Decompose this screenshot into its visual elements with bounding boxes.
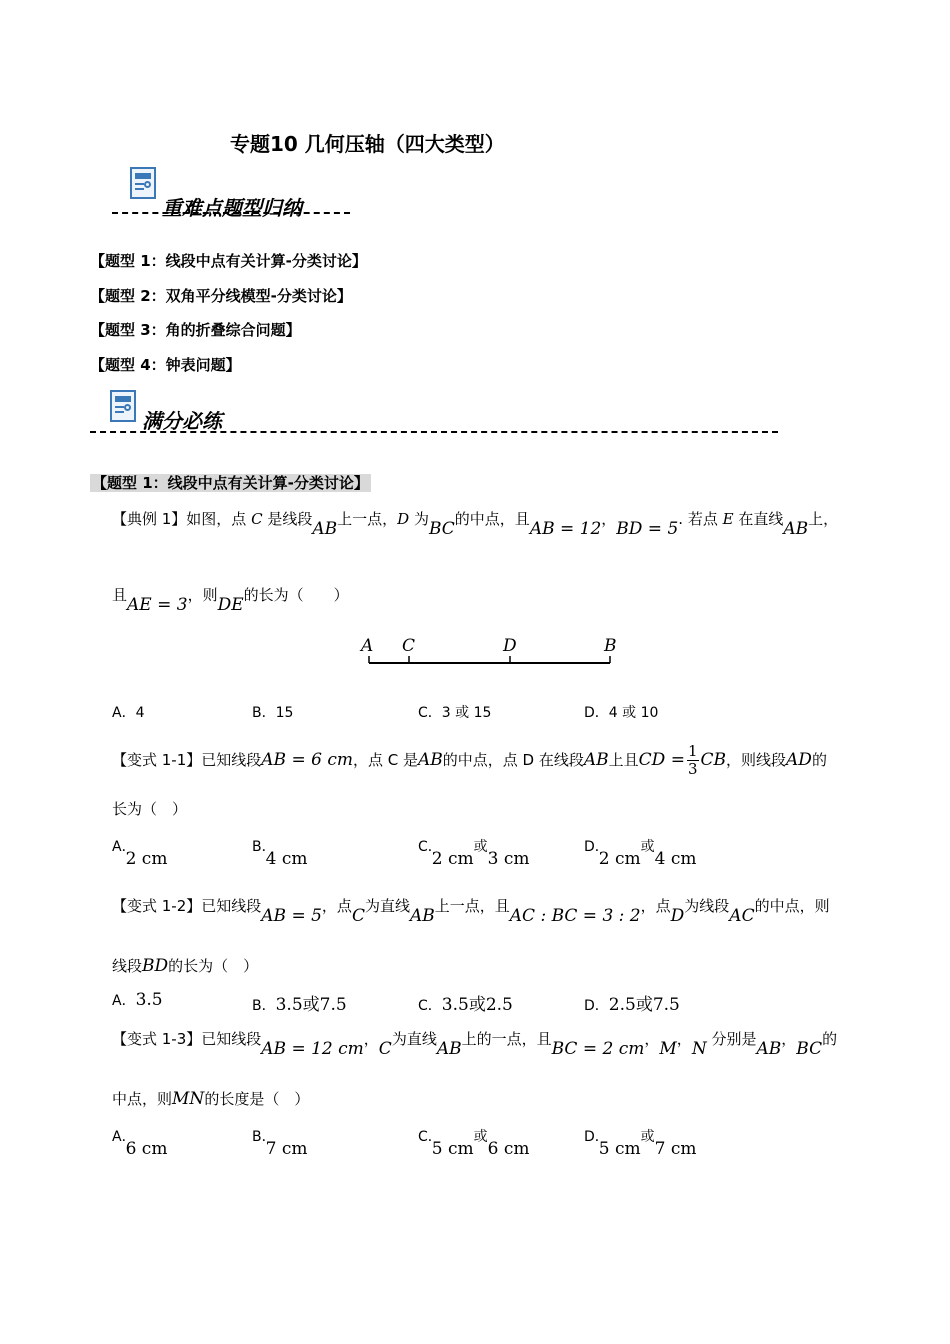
point-label-c: C — [402, 636, 416, 656]
text: 上且 — [608, 751, 639, 769]
option-value: 6 cm — [125, 1139, 168, 1159]
math: MN — [172, 1089, 205, 1109]
option-a[interactable] — [112, 1126, 177, 1159]
text: 为线段 — [684, 897, 730, 915]
option-label: B． — [252, 839, 276, 855]
option-value: 5 cm — [431, 1139, 474, 1159]
text: ， — [363, 1030, 379, 1048]
math: CD = — [638, 750, 685, 770]
section-divider — [112, 212, 350, 214]
option-label: D． — [584, 1129, 609, 1145]
toc-item-4: 【题型 4：钟表问题】 — [90, 356, 241, 374]
option-label: A． — [112, 839, 136, 855]
point-label-b: B — [604, 636, 617, 656]
text: 是线段 — [262, 510, 313, 528]
variant-1-1-stem-line-1 — [112, 743, 827, 778]
text: 【变式 1-1】已知线段 — [112, 751, 262, 769]
text: 的中点，点 D 在线段 — [442, 751, 584, 769]
option-a[interactable] — [112, 836, 177, 869]
math: C — [351, 906, 365, 926]
fraction-denominator: 3 — [687, 760, 698, 778]
math: AE = 3 — [127, 595, 188, 615]
text: . 若点 — [678, 510, 723, 528]
math: AB — [583, 750, 609, 770]
math: AD — [786, 750, 812, 770]
math: D — [397, 510, 410, 528]
text: 上一点， — [337, 510, 398, 528]
variant-1-3-stem-line-2 — [112, 1088, 309, 1109]
text: 【变式 1-2】已知线段 — [112, 897, 262, 915]
math: C — [251, 510, 263, 528]
text: ， — [676, 1030, 692, 1048]
option-b[interactable] — [252, 990, 347, 1015]
text: 且 — [112, 586, 128, 604]
text: 【典例 1】如图，点 — [112, 510, 252, 528]
option-c[interactable] — [418, 1126, 540, 1159]
text: 线段 — [112, 957, 143, 975]
topic-heading-text: 【题型 1：线段中点有关计算-分类讨论】 — [92, 474, 369, 492]
option-b[interactable] — [252, 836, 317, 869]
option-value: 3.5或7.5 — [275, 995, 347, 1015]
math: AC : BC = 3 : 2 — [509, 906, 641, 926]
topic-heading — [90, 472, 371, 493]
toc-item-1: 【题型 1：线段中点有关计算-分类讨论】 — [90, 252, 367, 270]
text: 的中点，且 — [454, 510, 530, 528]
example-1-stem-line-1 — [112, 508, 839, 539]
section-divider — [90, 431, 778, 433]
text: ， — [644, 1030, 660, 1048]
option-value: 7 cm — [265, 1139, 308, 1159]
text: 为直线 — [364, 897, 410, 915]
text: 中点，则 — [112, 1090, 173, 1108]
point-label-a: A — [361, 636, 374, 656]
text: ， — [601, 510, 617, 528]
text: ， — [781, 1030, 797, 1048]
text: 的长为（ ） — [243, 586, 349, 604]
math: BC = 2 cm — [551, 1039, 645, 1059]
math: AB — [436, 1039, 462, 1059]
variant-1-2-stem-line-2 — [112, 955, 258, 976]
option-label: B． — [252, 998, 276, 1014]
math: AB — [409, 906, 435, 926]
text: ，则线段 — [726, 751, 787, 769]
text: 上一点，且 — [434, 897, 510, 915]
option-b[interactable]: B．15 — [252, 705, 294, 721]
option-value-2: 7 cm — [654, 1139, 697, 1159]
option-value-2: 3 cm — [487, 849, 530, 869]
text: ，点 C 是 — [352, 751, 418, 769]
math: AB — [417, 750, 443, 770]
option-label: D． — [584, 839, 609, 855]
text: 上， — [808, 510, 839, 528]
math: BC — [796, 1039, 823, 1059]
math: BD — [142, 956, 169, 976]
text: 为 — [409, 510, 429, 528]
option-d[interactable] — [584, 836, 707, 869]
option-d[interactable]: D．4 或 10 — [584, 705, 659, 721]
option-label: C． — [418, 839, 442, 855]
math: C — [378, 1039, 392, 1059]
text: 上的一点，且 — [461, 1030, 552, 1048]
option-value: 2 cm — [598, 849, 641, 869]
math: AB = 12 cm — [261, 1039, 364, 1059]
option-c[interactable] — [418, 990, 513, 1015]
option-or: 或 — [640, 839, 655, 855]
fraction-numerator: 1 — [687, 742, 698, 760]
point-label-d: D — [503, 636, 517, 656]
option-a[interactable]: A．4 — [112, 705, 145, 721]
option-or: 或 — [640, 1129, 655, 1145]
option-value-2: 6 cm — [487, 1139, 530, 1159]
option-label: A． — [112, 993, 136, 1009]
section-heading-summary: 重难点题型归纳 — [162, 196, 302, 220]
math: AB = 12 — [529, 519, 602, 539]
math: D — [670, 906, 685, 926]
option-c[interactable]: C．3 或 15 — [418, 705, 492, 721]
math: BD = 5 — [616, 519, 679, 539]
option-label: A． — [112, 1129, 136, 1145]
document-search-icon — [130, 167, 156, 199]
math: AC — [729, 906, 755, 926]
page-title: 专题10 几何压轴（四大类型） — [230, 132, 505, 156]
toc-item-2: 【题型 2：双角平分线模型-分类讨论】 — [90, 287, 352, 305]
text: 【变式 1-3】已知线段 — [112, 1030, 262, 1048]
math: BC — [428, 519, 455, 539]
option-value: 2 cm — [125, 849, 168, 869]
option-value: 3.5或2.5 — [441, 995, 513, 1015]
text: ，点 — [321, 897, 352, 915]
example-1-stem-line-2 — [112, 584, 349, 615]
fraction — [687, 743, 699, 778]
segment-figure — [350, 632, 630, 672]
option-value-2: 4 cm — [654, 849, 697, 869]
option-value: 3.5 — [135, 990, 163, 1010]
variant-1-1-stem-line-2: 长为（ ） — [112, 800, 188, 818]
variant-1-3-stem-line-1 — [112, 1028, 838, 1059]
text: ，点 — [640, 897, 671, 915]
option-c[interactable] — [418, 836, 540, 869]
math: DE — [217, 595, 244, 615]
option-value: 4 cm — [265, 849, 308, 869]
math: M — [659, 1039, 677, 1059]
option-or: 或 — [473, 839, 488, 855]
option-d[interactable] — [584, 1126, 707, 1159]
section-heading-practice: 满分必练 — [142, 409, 222, 433]
option-value: 5 cm — [598, 1139, 641, 1159]
option-value: 2 cm — [431, 849, 474, 869]
math: N — [691, 1039, 707, 1059]
option-value: 2.5或7.5 — [608, 995, 680, 1015]
text: 的中点，则 — [754, 897, 830, 915]
text: 分别是 — [706, 1030, 757, 1048]
math: AB — [783, 519, 809, 539]
option-label: C． — [418, 1129, 442, 1145]
math: E — [722, 510, 734, 528]
text: 为直线 — [391, 1030, 437, 1048]
text: 的 — [822, 1030, 838, 1048]
variant-1-2-stem-line-1 — [112, 895, 830, 926]
math: AB — [312, 519, 338, 539]
math: AB = 6 cm — [261, 750, 353, 770]
math: CB — [700, 750, 726, 770]
option-label: D． — [584, 998, 609, 1014]
toc-item-3: 【题型 3：角的折叠综合问题】 — [90, 321, 301, 339]
option-d[interactable] — [584, 990, 680, 1015]
option-or: 或 — [473, 1129, 488, 1145]
text: 的 — [811, 751, 827, 769]
text: 的长度是（ ） — [204, 1090, 310, 1108]
text: 的长为（ ） — [168, 957, 259, 975]
option-label: C． — [418, 998, 442, 1014]
option-b[interactable] — [252, 1126, 317, 1159]
document-search-icon — [110, 390, 136, 422]
text: 在直线 — [733, 510, 784, 528]
option-label: B． — [252, 1129, 276, 1145]
option-a[interactable] — [112, 990, 163, 1010]
math: AB — [756, 1039, 782, 1059]
text: ，则 — [187, 586, 218, 604]
math: AB = 5 — [261, 906, 322, 926]
